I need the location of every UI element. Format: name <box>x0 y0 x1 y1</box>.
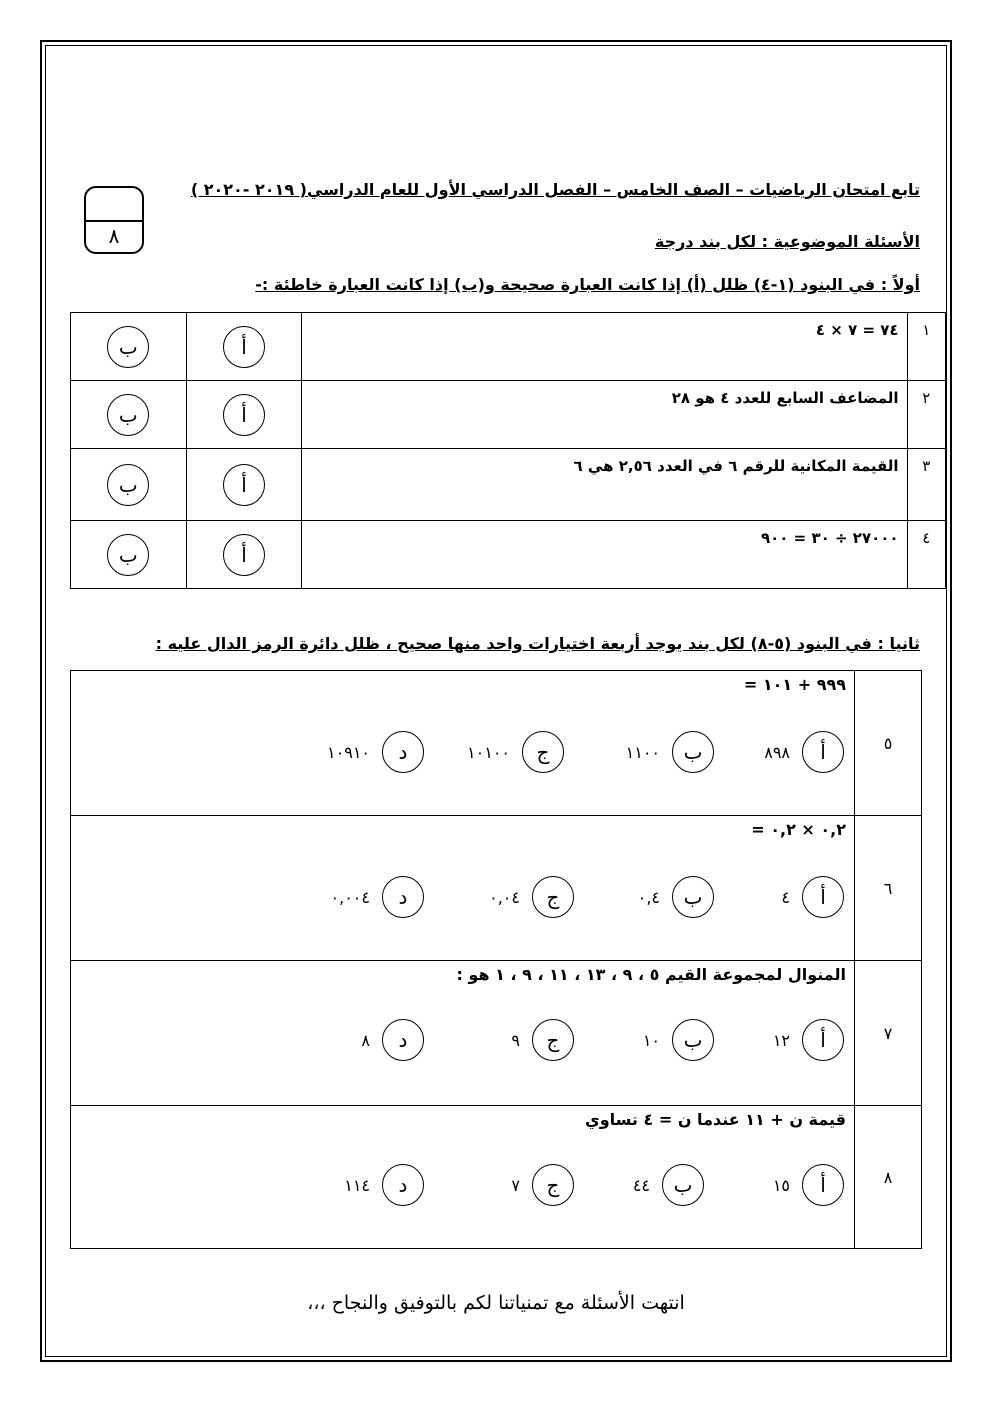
choice-value: ٠,٤ <box>637 887 660 907</box>
question-text: ٩٩٩ + ١٠١ = <box>743 675 846 694</box>
section-subtitle: الأسئلة الموضوعية : لكل بند درجة <box>654 232 920 251</box>
question-cell <box>71 961 855 1106</box>
option-b-cell <box>71 521 187 589</box>
multiple-choice-table <box>70 670 922 1249</box>
choice-letter-circle[interactable]: ج <box>532 876 574 918</box>
option-a-circle[interactable]: أ <box>223 534 265 576</box>
closing-message: انتهت الأسئلة مع تمنياتنا لكم بالتوفيق والنجاح ،،، <box>307 1292 685 1314</box>
option-a-cell <box>186 521 302 589</box>
choice-a[interactable] <box>773 1019 844 1061</box>
choice-letter-circle[interactable]: أ <box>802 731 844 773</box>
choice-value: ٠,٠٤ <box>489 887 520 907</box>
item-number: ٢ <box>907 381 945 449</box>
question-cell <box>71 1106 855 1249</box>
option-a-circle[interactable]: أ <box>223 326 265 368</box>
statement-text: المضاعف السابع للعدد ٤ هو ٢٨ <box>671 389 899 407</box>
statement-text: ٢٧٠٠٠ ÷ ٣٠ = ٩٠٠ <box>760 529 899 547</box>
option-a-cell <box>186 449 302 521</box>
choice-value: ١٠ <box>642 1030 660 1050</box>
choice-b[interactable] <box>643 1019 714 1061</box>
part1-instruction: أولاً : في البنود (١-٤) ظلل (أ) إذا كانت العبارة صحيحة و(ب) إذا كانت العبارة خاطئة :- <box>255 275 920 294</box>
option-b-cell <box>71 449 187 521</box>
choice-value: ١٠٩١٠ <box>327 742 370 762</box>
statement <box>302 449 907 521</box>
option-a-cell <box>186 381 302 449</box>
choice-letter-circle[interactable]: د <box>382 1019 424 1061</box>
question-text: المنوال لمجموعة القيم ٥ ، ٩ ، ١٣ ، ١١ ، ٩ ، ١ هو : <box>456 965 846 984</box>
choice-value: ١١٠٠ <box>625 742 660 762</box>
statement-text: ٧٤ = ٧ × ٤ <box>815 321 899 339</box>
choice-c[interactable] <box>467 731 564 773</box>
choice-d[interactable] <box>361 1019 424 1061</box>
choice-letter-circle[interactable]: ب <box>672 876 714 918</box>
option-b-circle[interactable]: ب <box>107 464 149 506</box>
item-number: ٧ <box>855 961 922 1106</box>
question-text: قيمة ن + ١١ عندما ن = ٤ تساوي <box>585 1110 846 1129</box>
table-row <box>71 381 946 449</box>
table-row <box>71 449 946 521</box>
choice-a[interactable] <box>773 1164 844 1206</box>
choice-c[interactable] <box>489 876 574 918</box>
choice-b[interactable] <box>626 731 714 773</box>
item-number: ٦ <box>855 816 922 961</box>
question-cell <box>71 671 855 816</box>
score-value: ٨ <box>108 224 120 248</box>
choice-value: ٩ <box>511 1030 520 1050</box>
exam-title: تابع امتحان الرياضيات – الصف الخامس – الفصل الدراسي الأول للعام الدراسي( ٢٠١٩ -٢٠٢٠ ) <box>190 180 920 199</box>
choice-letter-circle[interactable]: د <box>382 1164 424 1206</box>
option-a-cell <box>186 313 302 381</box>
statement <box>302 313 907 381</box>
choice-value: ١٠١٠٠ <box>467 742 510 762</box>
table-row <box>71 671 922 816</box>
item-number: ١ <box>907 313 945 381</box>
score-divider <box>86 220 142 222</box>
choice-value: ٠,٠٠٤ <box>330 887 370 907</box>
statement-text: القيمة المكانية للرقم ٦ في العدد ٢,٥٦ هي ٦ <box>573 457 899 475</box>
option-b-circle[interactable]: ب <box>107 394 149 436</box>
choice-letter-circle[interactable]: ج <box>532 1164 574 1206</box>
choice-value: ٧ <box>511 1175 520 1195</box>
item-number: ٥ <box>855 671 922 816</box>
choice-letter-circle[interactable]: أ <box>802 1164 844 1206</box>
choice-letter-circle[interactable]: ب <box>672 1019 714 1061</box>
choice-letter-circle[interactable]: ب <box>672 731 714 773</box>
option-b-cell <box>71 313 187 381</box>
choice-value: ٨ <box>361 1030 370 1050</box>
choice-a[interactable] <box>764 731 844 773</box>
choice-letter-circle[interactable]: أ <box>802 876 844 918</box>
choice-letter-circle[interactable]: ج <box>522 731 564 773</box>
choice-d[interactable] <box>327 731 424 773</box>
question-cell <box>71 816 855 961</box>
true-false-table <box>70 312 946 589</box>
statement <box>302 521 907 589</box>
choice-b[interactable] <box>633 1164 704 1206</box>
table-row <box>71 1106 922 1249</box>
part2-instruction: ثانيا : في البنود (٥-٨) لكل بند يوجد أربعة اختيارات واحد منها صحيح ، ظلل دائرة الرمز الدال عليه : <box>155 634 920 653</box>
choice-letter-circle[interactable]: د <box>382 876 424 918</box>
choice-letter-circle[interactable]: أ <box>802 1019 844 1061</box>
choice-d[interactable] <box>331 876 424 918</box>
choice-a[interactable] <box>781 876 844 918</box>
option-b-circle[interactable]: ب <box>107 326 149 368</box>
table-row <box>71 521 946 589</box>
item-number: ٤ <box>907 521 945 589</box>
choice-letter-circle[interactable]: د <box>382 731 424 773</box>
choice-letter-circle[interactable]: ب <box>662 1164 704 1206</box>
choice-b[interactable] <box>638 876 714 918</box>
choice-c[interactable] <box>511 1164 574 1206</box>
table-row <box>71 313 946 381</box>
choice-value: ٨٩٨ <box>764 742 790 762</box>
item-number: ٨ <box>855 1106 922 1249</box>
choice-value: ١٢ <box>772 1030 790 1050</box>
choice-value: ٤ <box>781 887 790 907</box>
option-a-circle[interactable]: أ <box>223 464 265 506</box>
question-text: ٠,٢ × ٠,٢ = <box>751 820 846 839</box>
table-row <box>71 816 922 961</box>
choice-value: ٤٤ <box>632 1175 650 1195</box>
option-a-circle[interactable]: أ <box>223 394 265 436</box>
item-number: ٣ <box>907 449 945 521</box>
choice-d[interactable] <box>344 1164 424 1206</box>
choice-c[interactable] <box>511 1019 574 1061</box>
choice-value: ١٥ <box>772 1175 790 1195</box>
choice-value: ١١٤ <box>344 1175 370 1195</box>
statement <box>302 381 907 449</box>
score-box <box>84 186 144 254</box>
option-b-cell <box>71 381 187 449</box>
option-b-circle[interactable]: ب <box>107 534 149 576</box>
choice-letter-circle[interactable]: ج <box>532 1019 574 1061</box>
table-row <box>71 961 922 1106</box>
